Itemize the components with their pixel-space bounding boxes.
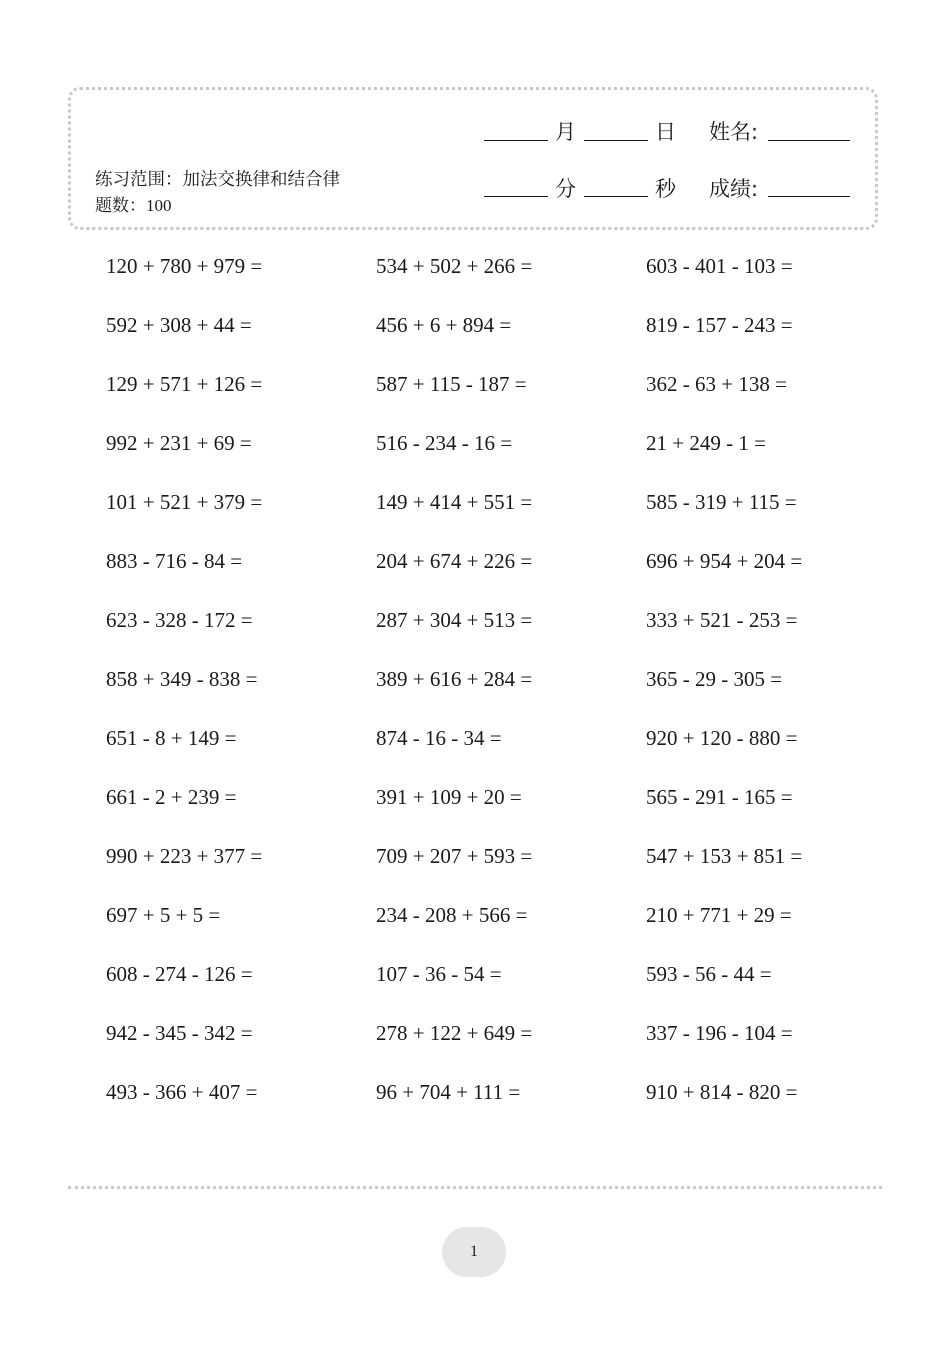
score-label: 成绩: (709, 177, 759, 201)
problem-item: 333 + 521 - 253 = (646, 608, 798, 632)
day-blank[interactable] (584, 140, 648, 141)
problem-item: 920 + 120 - 880 = (646, 726, 798, 750)
problem-item: 910 + 814 - 820 = (646, 1080, 798, 1104)
name-label: 姓名: (709, 120, 759, 144)
problem-item: 516 - 234 - 16 = (376, 431, 513, 455)
minute-blank[interactable] (484, 196, 548, 197)
score-blank[interactable] (768, 196, 850, 197)
problem-item: 287 + 304 + 513 = (376, 608, 533, 632)
problem-item: 107 - 36 - 54 = (376, 962, 502, 986)
day-label: 日 (655, 120, 676, 144)
problem-item: 709 + 207 + 593 = (376, 844, 533, 868)
problem-item: 204 + 674 + 226 = (376, 549, 533, 573)
problem-item: 149 + 414 + 551 = (376, 490, 533, 514)
second-blank[interactable] (584, 196, 648, 197)
page-number: 1 (442, 1227, 506, 1277)
problem-item: 592 + 308 + 44 = (106, 313, 252, 337)
minute-label: 分 (555, 177, 576, 201)
problem-item: 696 + 954 + 204 = (646, 549, 803, 573)
problem-item: 585 - 319 + 115 = (646, 490, 797, 514)
problem-item: 337 - 196 - 104 = (646, 1021, 793, 1045)
second-label: 秒 (655, 177, 676, 201)
problem-item: 21 + 249 - 1 = (646, 431, 766, 455)
problem-item: 858 + 349 - 838 = (106, 667, 258, 691)
problem-item: 608 - 274 - 126 = (106, 962, 253, 986)
problem-item: 362 - 63 + 138 = (646, 372, 787, 396)
problem-item: 389 + 616 + 284 = (376, 667, 533, 691)
range-label: 练习范围：加法交换律和结合律 (95, 170, 340, 190)
problem-item: 278 + 122 + 649 = (376, 1021, 533, 1045)
problem-item: 593 - 56 - 44 = (646, 962, 772, 986)
problem-item: 534 + 502 + 266 = (376, 254, 533, 278)
problem-item: 587 + 115 - 187 = (376, 372, 527, 396)
problem-item: 391 + 109 + 20 = (376, 785, 522, 809)
problem-item: 234 - 208 + 566 = (376, 903, 528, 927)
problem-item: 661 - 2 + 239 = (106, 785, 237, 809)
problem-item: 120 + 780 + 979 = (106, 254, 263, 278)
problem-item: 874 - 16 - 34 = (376, 726, 502, 750)
problem-item: 603 - 401 - 103 = (646, 254, 793, 278)
problem-item: 101 + 521 + 379 = (106, 490, 263, 514)
problem-item: 565 - 291 - 165 = (646, 785, 793, 809)
problem-item: 96 + 704 + 111 = (376, 1080, 521, 1104)
problem-item: 129 + 571 + 126 = (106, 372, 263, 396)
problem-item: 623 - 328 - 172 = (106, 608, 253, 632)
problem-item: 697 + 5 + 5 = (106, 903, 221, 927)
month-label: 月 (555, 120, 576, 144)
problem-item: 819 - 157 - 243 = (646, 313, 793, 337)
problem-item: 547 + 153 + 851 = (646, 844, 803, 868)
problem-item: 992 + 231 + 69 = (106, 431, 252, 455)
problem-item: 942 - 345 - 342 = (106, 1021, 253, 1045)
problem-item: 651 - 8 + 149 = (106, 726, 237, 750)
month-blank[interactable] (484, 140, 548, 141)
problem-item: 365 - 29 - 305 = (646, 667, 783, 691)
problem-item: 883 - 716 - 84 = (106, 549, 243, 573)
name-blank[interactable] (768, 140, 850, 141)
problem-item: 990 + 223 + 377 = (106, 844, 263, 868)
problem-item: 493 - 366 + 407 = (106, 1080, 258, 1104)
problem-item: 456 + 6 + 894 = (376, 313, 512, 337)
footer-divider (68, 1186, 882, 1189)
practice-range (95, 168, 365, 219)
problem-item: 210 + 771 + 29 = (646, 903, 792, 927)
question-count: 题数：100 (95, 196, 172, 215)
